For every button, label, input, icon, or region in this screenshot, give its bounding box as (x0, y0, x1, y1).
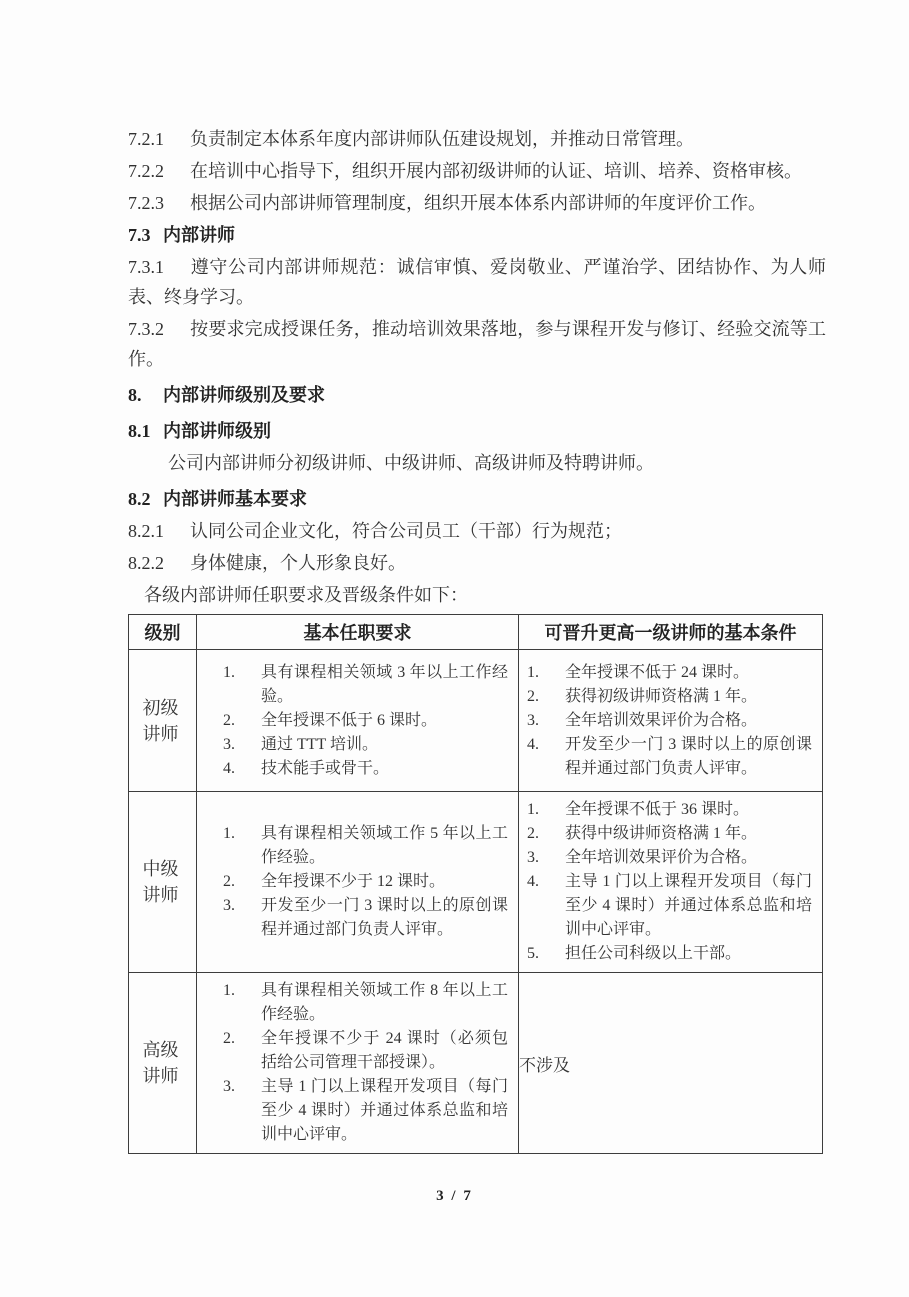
clause-text: 在培训中心指导下，组织开展内部初级讲师的认证、培训、培养、资格审核。 (190, 161, 802, 181)
promotion-cell (519, 650, 823, 792)
item-number: 1. (223, 982, 235, 999)
requirements-cell (197, 792, 519, 973)
item-number: 5. (527, 945, 539, 962)
clause-text: 按要求完成授课任务，推动培训效果落地，参与课程开发与修订、经验交流等工作。 (128, 319, 826, 369)
promotion-cell (519, 792, 823, 973)
heading-text: 内部讲师基本要求 (163, 489, 307, 509)
clause-text: 遵守公司内部讲师规范：诚信审慎、爱岗敬业、严谨治学、团结协作、为人师表、终身学习。 (128, 257, 826, 307)
item-number: 3. (223, 1078, 235, 1095)
list-item (197, 661, 512, 709)
document-content (128, 124, 826, 1154)
item-number: 4. (527, 735, 539, 753)
level-cell (129, 973, 197, 1154)
item-number: 2. (223, 1030, 235, 1047)
heading-8 (128, 380, 826, 410)
para-7-2-1 (128, 124, 826, 154)
item-number: 4. (527, 873, 539, 890)
item-text: 开发至少一门 3 课时以上的原创课程并通过部门负责人评审。 (565, 735, 812, 777)
item-number: 1. (223, 825, 235, 842)
item-number: 3. (527, 711, 539, 729)
list-item (519, 733, 816, 781)
item-text: 全年培训效果评价为合格。 (565, 711, 758, 729)
item-text: 开发至少一门 3 课时以上的原创课程并通过部门负责人评审。 (261, 897, 508, 938)
para-7-3-2 (128, 314, 826, 374)
para-8-2-1 (128, 516, 826, 546)
page-number: 3 / 7 (436, 1188, 473, 1204)
para-8-2-2 (128, 548, 826, 578)
item-text: 全年授课不低于 36 课时。 (565, 801, 750, 818)
list-item (519, 798, 816, 822)
item-text: 通过 TTT 培训。 (261, 735, 379, 753)
heading-8-1 (128, 416, 826, 446)
item-text: 全年授课不低于 24 课时。 (565, 663, 750, 681)
list-item (197, 894, 512, 942)
item-text: 全年授课不少于 12 课时。 (261, 873, 446, 890)
item-text: 主导 1 门以上课程开发项目（每门至少 4 课时）并通过体系总监和培训中心评审。 (565, 873, 812, 938)
instructor-levels-table (128, 614, 823, 1154)
list-item (519, 870, 816, 942)
list-item (519, 709, 816, 733)
heading-text: 内部讲师级别 (163, 421, 271, 441)
item-text: 具有课程相关领域工作 5 年以上工作经验。 (261, 825, 508, 866)
item-text: 全年培训效果评价为合格。 (565, 849, 758, 866)
item-text: 全年授课不低于 6 课时。 (261, 711, 438, 729)
heading-8-2 (128, 484, 826, 514)
list-item (197, 979, 512, 1027)
para-7-3-1 (128, 252, 826, 312)
item-number: 3. (223, 735, 235, 753)
list-item (519, 685, 816, 709)
level-label: 高级讲师 (142, 1040, 179, 1086)
item-number: 3. (527, 849, 539, 866)
requirements-cell (197, 650, 519, 792)
para-levels-intro: 公司内部讲师分初级讲师、中级讲师、高级讲师及特聘讲师。 (168, 453, 654, 473)
item-text: 主导 1 门以上课程开发项目（每门至少 4 课时）并通过体系总监和培训中心评审。 (261, 1078, 508, 1143)
heading-number: 8.1 (128, 421, 151, 441)
heading-number: 8.2 (128, 489, 151, 509)
para-table-intro: 各级内部讲师任职要求及晋级条件如下： (144, 585, 468, 605)
clause-text: 身体健康，个人形象良好。 (190, 553, 406, 573)
list-item (197, 709, 512, 733)
level-label: 初级讲师 (142, 697, 179, 744)
level-label: 中级讲师 (142, 859, 179, 905)
list-item (197, 870, 512, 894)
table-row-intermediate (129, 792, 823, 973)
item-text: 获得中级讲师资格满 1 年。 (565, 825, 758, 842)
col-header-requirements: 基本任职要求 (197, 615, 519, 650)
item-number: 2. (527, 825, 539, 842)
clause-number: 7.2.2 (128, 161, 164, 181)
clause-number: 8.2.1 (128, 521, 164, 541)
level-cell (129, 792, 197, 973)
list-item (519, 846, 816, 870)
table-row-senior (129, 973, 823, 1154)
clause-text: 认同公司企业文化，符合公司员工（干部）行为规范； (190, 521, 622, 541)
para-7-2-2 (128, 156, 826, 186)
item-text: 获得初级讲师资格满 1 年。 (565, 687, 758, 705)
item-number: 1. (223, 663, 235, 681)
item-number: 2. (223, 711, 235, 729)
heading-text: 内部讲师 (163, 225, 235, 245)
list-item (197, 822, 512, 870)
item-number: 4. (223, 759, 235, 777)
item-number: 1. (527, 801, 539, 818)
clause-number: 7.3.1 (128, 257, 164, 277)
item-number: 3. (223, 897, 235, 914)
list-item (197, 757, 512, 781)
table-row-junior (129, 650, 823, 792)
level-cell (129, 650, 197, 792)
item-text: 技术能手或骨干。 (261, 759, 390, 777)
clause-number: 8.2.2 (128, 553, 164, 573)
list-item (197, 1075, 512, 1147)
table-header-row (129, 615, 823, 650)
col-header-promotion: 可晋升更高一级讲师的基本条件 (519, 615, 823, 650)
para-7-2-3 (128, 188, 826, 218)
heading-number: 8. (128, 385, 142, 405)
promotion-cell (519, 973, 823, 1154)
item-text: 具有课程相关领域工作 8 年以上工作经验。 (261, 982, 508, 1023)
item-number: 2. (527, 687, 539, 705)
not-applicable-text: 不涉及 (519, 1055, 570, 1075)
item-text: 全年授课不少于 24 课时（必须包括给公司管理干部授课）。 (261, 1030, 508, 1071)
col-header-level: 级别 (129, 615, 197, 650)
list-item (519, 822, 816, 846)
clause-number: 7.3.2 (128, 319, 164, 339)
item-number: 1. (527, 663, 539, 681)
heading-number: 7.3 (128, 225, 151, 245)
item-number: 2. (223, 873, 235, 890)
list-item (519, 661, 816, 685)
clause-text: 根据公司内部讲师管理制度，组织开展本体系内部讲师的年度评价工作。 (190, 193, 766, 213)
heading-text: 内部讲师级别及要求 (163, 385, 325, 405)
heading-7-3 (128, 220, 826, 250)
requirements-cell (197, 973, 519, 1154)
item-text: 具有课程相关领域 3 年以上工作经验。 (261, 663, 508, 705)
list-item (519, 942, 816, 966)
clause-number: 7.2.3 (128, 193, 164, 213)
list-item (197, 1027, 512, 1075)
clause-text: 负责制定本体系年度内部讲师队伍建设规划，并推动日常管理。 (190, 129, 694, 149)
list-item (197, 733, 512, 757)
item-text: 担任公司科级以上干部。 (565, 945, 742, 962)
clause-number: 7.2.1 (128, 129, 164, 149)
